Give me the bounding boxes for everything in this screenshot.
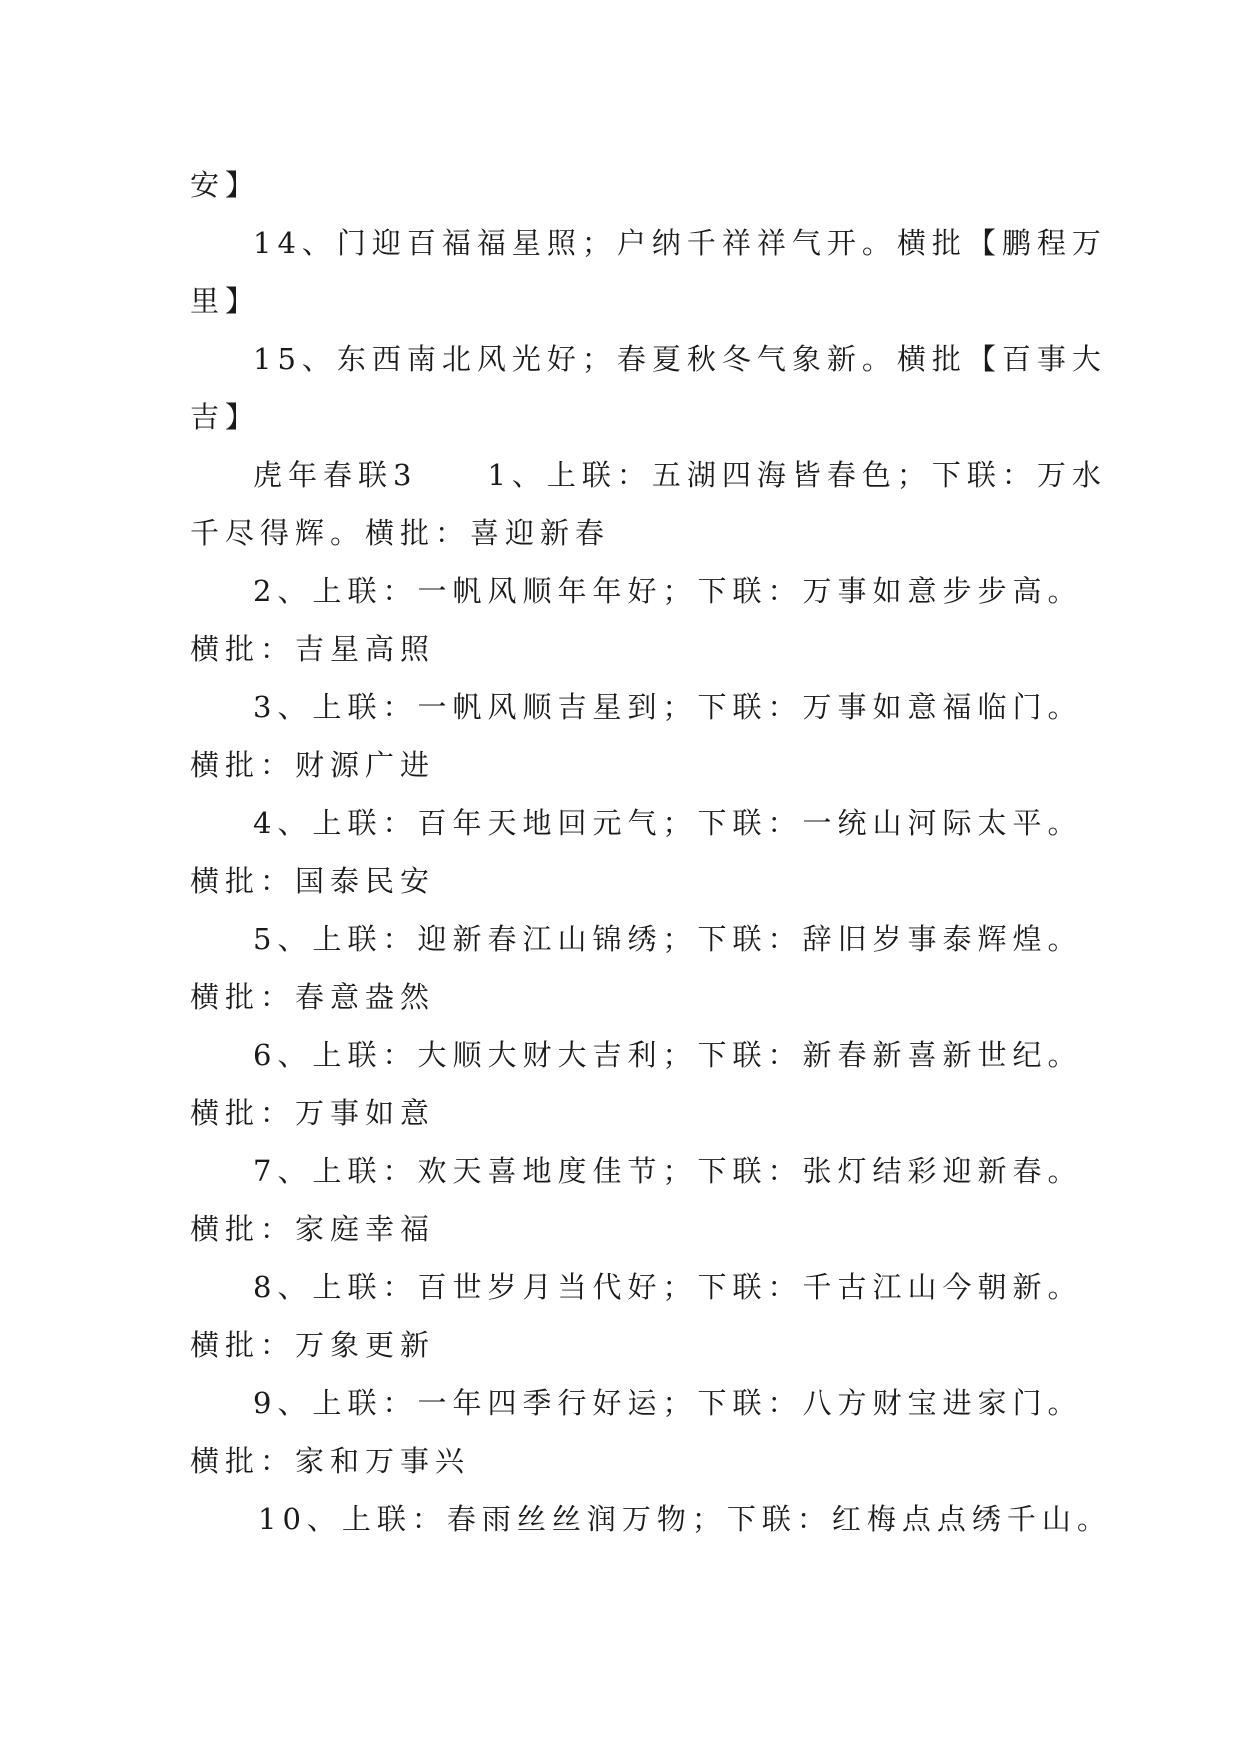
text-line: 安】: [190, 168, 261, 202]
text-line: 8、上联：百世岁月当代好；下联：千古江山今朝新。: [253, 1270, 1083, 1304]
text-line: 6、上联：大顺大财大吉利；下联：新春新喜新世纪。: [253, 1038, 1083, 1072]
text-line: 横批：万事如意: [190, 1096, 436, 1130]
text-line: 15、东西南北风光好；春夏秋冬气象新。横批【百事大: [253, 342, 1107, 376]
text-line: 横批：吉星高照: [190, 632, 436, 666]
text-line: 横批：家庭幸福: [190, 1212, 436, 1246]
text-line: 千尽得辉。横批：喜迎新春: [190, 516, 611, 550]
text-line: 横批：财源广进: [190, 748, 436, 782]
text-line: 里】: [190, 284, 261, 318]
text-line: 2、上联：一帆风顺年年好；下联：万事如意步步高。: [253, 574, 1083, 608]
text-line: 横批：万象更新: [190, 1328, 436, 1362]
text-line: 横批：春意盎然: [190, 980, 436, 1014]
text-line: 7、上联：欢天喜地度佳节；下联：张灯结彩迎新春。: [253, 1154, 1083, 1188]
text-line: 4、上联：百年天地回元气；下联：一统山河际太平。: [253, 806, 1083, 840]
text-line: 3、上联：一帆风顺吉星到；下联：万事如意福临门。: [253, 690, 1083, 724]
text-line: 9、上联：一年四季行好运；下联：八方财宝进家门。: [253, 1386, 1083, 1420]
text-line: 吉】: [190, 400, 261, 434]
text-line: 5、上联：迎新春江山锦绣；下联：辞旧岁事泰辉煌。: [253, 922, 1083, 956]
text-line: 横批：国泰民安: [190, 864, 436, 898]
text-line: 14、门迎百福福星照；户纳千祥祥气开。横批【鹏程万: [253, 226, 1107, 260]
text-line: 横批：家和万事兴: [190, 1444, 471, 1478]
text-line: 10、上联：春雨丝丝润万物；下联：红梅点点绣千山。: [258, 1502, 1112, 1536]
text-line: 虎年春联3 1、上联：五湖四海皆春色；下联：万水: [253, 458, 1107, 492]
